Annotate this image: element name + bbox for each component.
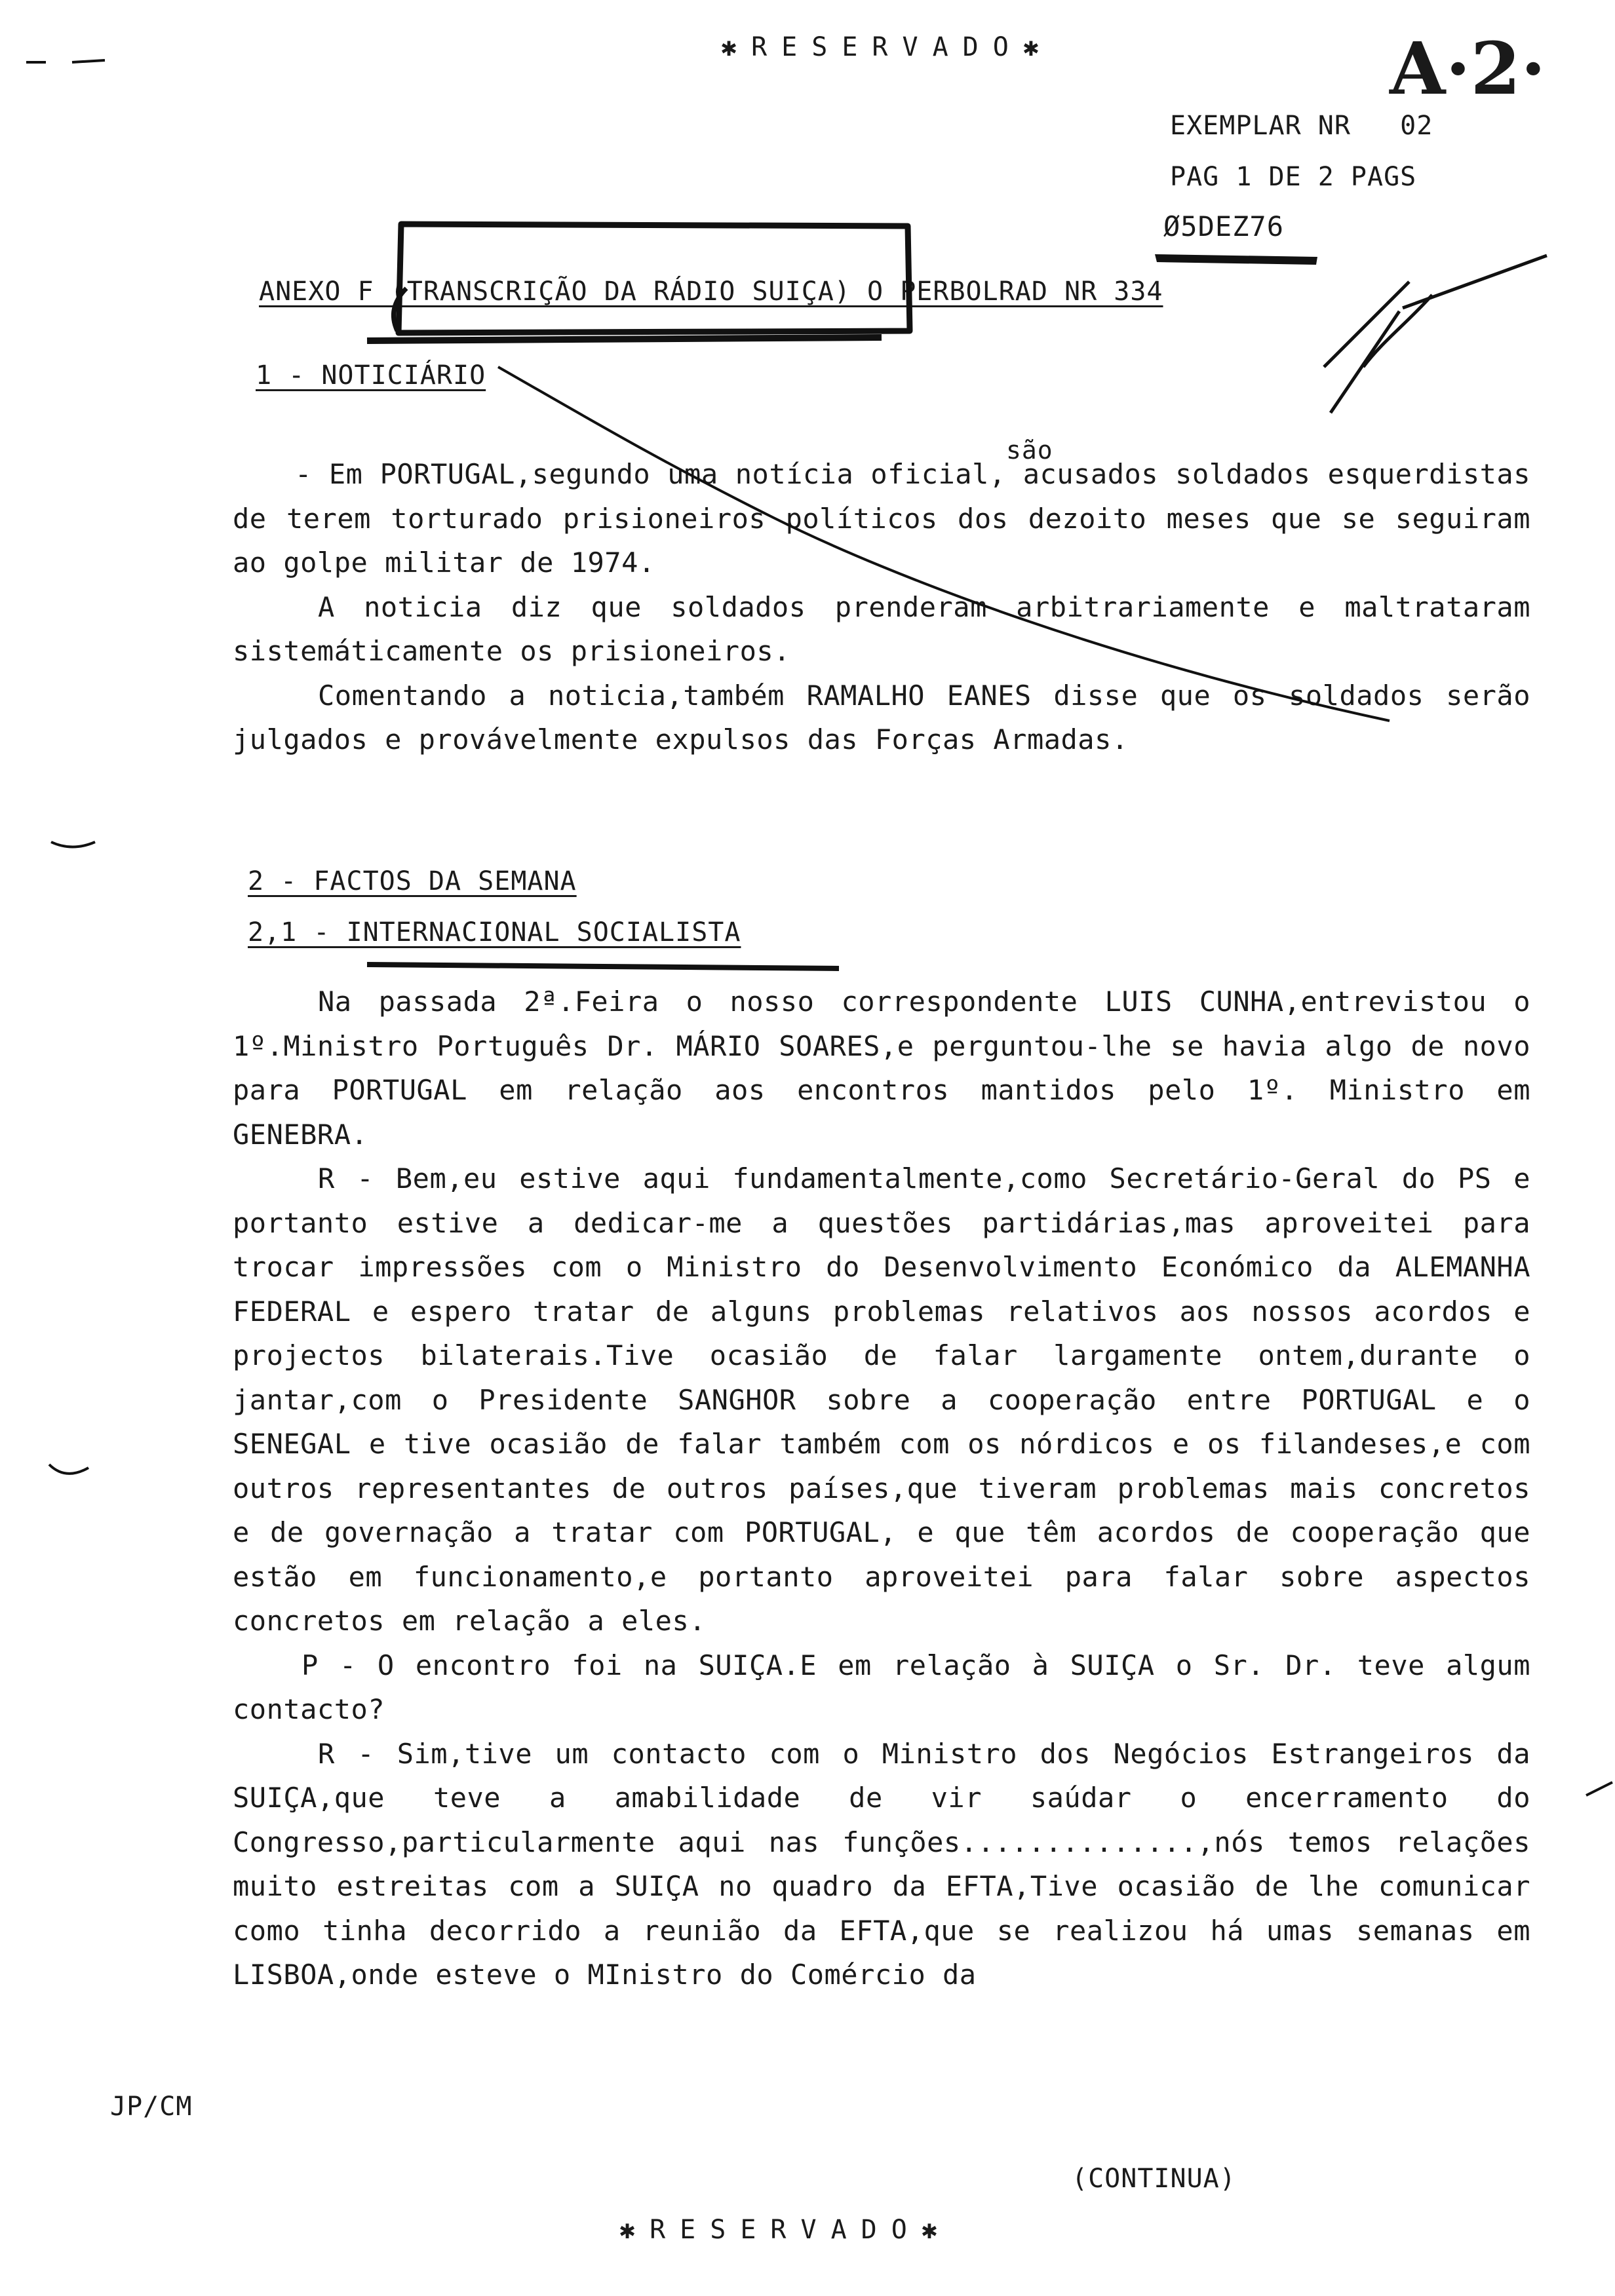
diagonal-pen-stroke <box>498 367 1390 721</box>
section-1-paragraph: - Em PORTUGAL,segundo uma notícia oficial, acusados soldados esquerdistas de terem torturado prisioneiros políticos dos dezoito meses que se seguiram ao golpe militar de 1974. <box>233 458 1530 579</box>
handwritten-box <box>399 224 910 333</box>
annex-title: ANEXO F (TRANSCRIÇÃO DA RÁDIO SUIÇA) O PERBOLRAD NR 334 <box>259 277 1163 307</box>
section-2-paragraph: P - O encontro foi na SUIÇA.E em relação à SUIÇA o Sr. Dr. teve algum contacto? <box>233 1649 1530 1725</box>
document-date: Ø5DEZ76 <box>1163 210 1285 242</box>
date-scribble <box>1155 254 1317 265</box>
section-1-paragraph: A noticia diz que soldados prenderam arbitrariamente e maltrataram sistemáticamente os prisioneiros. <box>233 590 1530 667</box>
handwritten-reference: A·2· <box>1390 26 1546 111</box>
section-2-paragraph: R - Bem,eu estive aqui fundamentalmente,como Secretário-Geral do PS e portanto estive a dedicar-me a questões partidárias,mas aproveitei para trocar impressões com o Ministro do Desenvolvimento Económico da ALEMANHA FEDERAL e espero tratar de alguns problemas relativos aos nossos acordos e projectos bilaterais.Tive ocasião de falar largamente ontem,durante o jantar,com o Presidente SANGHOR sobre a cooperação entre PORTUGAL e o SENEGAL e tive ocasião de falar também com os nórdicos e os filandeses,e com outros representantes de outros países,que tiveram problemas mais concretos e de governação a tratar com PORTUGAL, e que têm acordos de cooperação que estão em funcionamento,e portanto aproveitei para falar sobre aspectos concretos em relação a eles. <box>233 1162 1530 1637</box>
margin-mark <box>51 842 95 847</box>
page-count: PAG 1 DE 2 PAGS <box>1170 162 1417 192</box>
margin-mark <box>26 60 105 62</box>
continua-label: (CONTINUA) <box>1072 2164 1236 2194</box>
classification-bottom: ✱RESERVADO✱ <box>619 2215 952 2245</box>
section-2-subheading: 2,1 - INTERNACIONAL SOCIALISTA <box>248 917 741 947</box>
signature-mark <box>1324 256 1547 413</box>
title-pen-line <box>367 337 882 341</box>
margin-mark <box>49 1464 88 1474</box>
section-2-paragraph: R - Sim,tive um contacto com o Ministro dos Negócios Estrangeiros da SUIÇA,que teve a amabilidade de vir saúdar o encerramento do Congresso,particularmente aqui nas funções..............,nós temos relações muito estreitas com a SUIÇA no quadro da EFTA,Tive ocasião de lhe comunicar como tinha decorrido a reunião da EFTA,que se realizou há umas semanas em LISBOA,onde esteve o MInistro do Comércio da <box>233 1737 1530 1991</box>
typist-initials: JP/CM <box>110 2092 193 2122</box>
section-2-paragraph: Na passada 2ª.Feira o nosso correspondente LUIS CUNHA,entrevistou o 1º.Ministro Português Dr. MÁRIO SOARES,e perguntou-lhe se havia algo de novo para PORTUGAL em relação aos encontros mantidos pelo 1º. Ministro em GENEBRA. <box>233 985 1530 1151</box>
margin-mark <box>1586 1782 1612 1795</box>
section-1-paragraph: Comentando a noticia,também RAMALHO EANES disse que os soldados serão julgados e provávelmente expulsos das Forças Armadas. <box>233 679 1530 756</box>
section-1-heading: 1 - NOTICIÁRIO <box>256 360 486 391</box>
handwritten-insert: são <box>1006 436 1053 465</box>
classification-top: ✱RESERVADO✱ <box>721 32 1053 62</box>
heading-pen-line <box>367 965 839 968</box>
section-2-heading: 2 - FACTOS DA SEMANA <box>248 866 577 896</box>
exemplar-number: EXEMPLAR NR 02 <box>1170 111 1433 141</box>
